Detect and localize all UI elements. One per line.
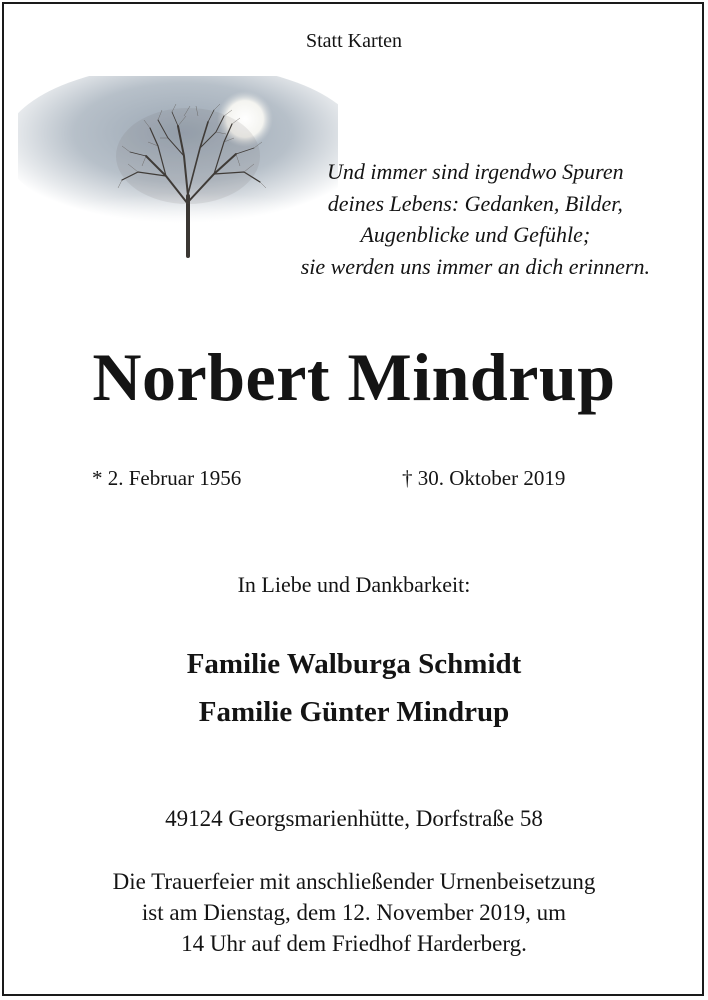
mourner-family: Familie Günter Mindrup — [198, 696, 510, 728]
poem-line: sie werden uns immer an dich erinnern. — [300, 253, 650, 279]
memorial-poem — [301, 156, 650, 282]
poem-line: deines Lebens: Gedanken, Bilder, — [327, 190, 623, 216]
death-date: † 30. Oktober 2019 — [402, 466, 566, 490]
funeral-line: 14 Uhr auf dem Friedhof Harderberg. — [181, 931, 527, 956]
funeral-details — [0, 866, 708, 959]
funeral-line: Die Trauerfeier mit anschließender Urnenbeisetzung — [112, 869, 596, 894]
dedication-intro: In Liebe und Dankbarkeit: — [237, 572, 471, 597]
poem-line: Augenblicke und Gefühle; — [360, 222, 591, 247]
funeral-line: ist am Dienstag, dem 12. November 2019, um — [141, 900, 567, 925]
tree-illustration — [18, 76, 338, 276]
birth-date: * 2. Februar 1956 — [92, 466, 242, 490]
deceased-name: Norbert Mindrup — [92, 339, 616, 415]
family-address: 49124 Georgsmarienhütte, Dorfstraße 58 — [165, 806, 543, 831]
mourner-family: Familie Walburga Schmidt — [186, 648, 522, 680]
header-statt-karten: Statt Karten — [305, 30, 403, 52]
mourners-list — [0, 640, 708, 736]
tree-moon-image — [18, 76, 338, 276]
poem-line: Und immer sind irgendwo Spuren — [327, 159, 624, 184]
